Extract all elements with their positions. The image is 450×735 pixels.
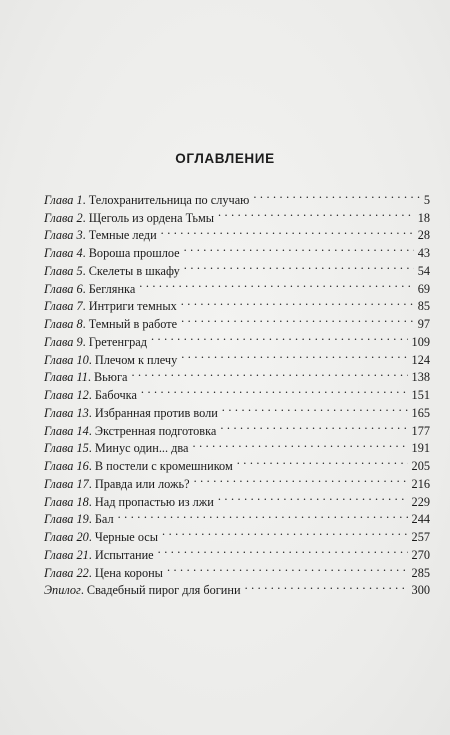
chapter-label-separator: . (88, 352, 92, 367)
page-number: 205 (411, 459, 430, 473)
page-number: 97 (417, 317, 430, 331)
dot-leader (141, 381, 408, 399)
page-number: 177 (411, 423, 430, 438)
chapter-title: Правда или ложь? (94, 476, 190, 491)
chapter-label-separator: . (88, 476, 92, 491)
chapter-title: Избранная против воли (94, 405, 218, 420)
chapter-label-separator: . (88, 512, 92, 527)
dot-leader (181, 293, 414, 311)
chapter-title: Темный в работе (88, 317, 178, 331)
chapter-title: Скелеты в шкафу (88, 263, 180, 278)
chapter-label-separator: . (88, 441, 92, 456)
dot-leader (237, 452, 408, 470)
dot-leader (222, 399, 408, 417)
chapter-label: Глава 17 (44, 476, 89, 491)
chapter-label: Глава 21 (44, 547, 89, 562)
dot-leader (162, 523, 408, 541)
page-number: 244 (411, 512, 430, 527)
chapter-title: Плечом к плечу (94, 352, 178, 367)
dot-leader (194, 470, 408, 488)
page-number: 124 (411, 352, 430, 367)
chapter-title: Свадебный пирог для богини (86, 583, 241, 598)
chapter-label: Глава 22 (44, 565, 89, 580)
chapter-label: Глава 2 (44, 210, 83, 225)
chapter-label: Глава 1 (44, 192, 83, 207)
chapter-label-separator: . (82, 246, 86, 260)
page-number: 216 (411, 476, 430, 491)
page-number: 43 (417, 246, 430, 260)
dot-leader (158, 541, 408, 559)
dot-leader (184, 257, 414, 275)
chapter-label: Глава 3 (44, 228, 83, 243)
chapter-title: Бал (94, 512, 114, 527)
chapter-label-separator: . (82, 299, 86, 314)
chapter-label-separator: . (88, 459, 92, 473)
chapter-label: Глава 8 (44, 317, 83, 331)
page-number: 5 (423, 192, 430, 207)
page-number: 54 (417, 263, 430, 278)
chapter-title: В постели с кромешником (94, 459, 233, 473)
chapter-label-separator: . (82, 192, 86, 207)
page-number: 191 (411, 441, 430, 456)
page-number: 109 (411, 334, 430, 349)
chapter-title: Черные осы (94, 530, 159, 544)
chapter-label-separator: . (88, 388, 92, 402)
chapter-label: Глава 13 (44, 405, 89, 420)
dot-leader (131, 364, 407, 382)
dot-leader (161, 222, 414, 240)
dot-leader (193, 435, 408, 453)
chapter-label-separator: . (88, 494, 92, 509)
dot-leader (184, 239, 414, 257)
chapter-label: Глава 20 (44, 530, 89, 544)
chapter-title: Интриги темных (88, 299, 177, 314)
chapter-label: Эпилог (44, 583, 81, 598)
dot-leader (181, 346, 407, 364)
chapter-label-separator: . (82, 281, 86, 296)
dot-leader (220, 417, 407, 435)
dot-leader (151, 328, 408, 346)
chapter-title: Щеголь из ордена Тьмы (88, 210, 214, 225)
chapter-label-separator: . (88, 405, 92, 420)
page-number: 151 (411, 388, 430, 402)
chapter-label: Глава 6 (44, 281, 83, 296)
chapter-title: Цена короны (94, 565, 163, 580)
dot-leader (118, 506, 408, 524)
dot-leader (181, 310, 414, 328)
chapter-label: Глава 4 (44, 246, 83, 260)
chapter-title: Телохранительница по случаю (88, 192, 250, 207)
chapter-title: Вороша прошлое (88, 246, 180, 260)
page-number: 300 (411, 583, 430, 598)
chapter-label: Глава 14 (44, 423, 89, 438)
dot-leader (167, 559, 408, 577)
page-number: 69 (417, 281, 430, 296)
page-number: 285 (411, 565, 430, 580)
chapter-title: Бабочка (94, 388, 137, 402)
chapter-label-separator: . (82, 334, 86, 349)
chapter-label: Глава 18 (44, 494, 89, 509)
page-number: 85 (417, 299, 430, 314)
chapter-label: Глава 10 (44, 352, 89, 367)
chapter-title: Минус один... два (94, 441, 189, 456)
chapter-label-separator: . (88, 530, 92, 544)
page-number: 138 (411, 370, 430, 385)
chapter-label-separator: . (88, 423, 92, 438)
chapter-label-separator: . (82, 228, 86, 243)
chapter-title: Вьюга (93, 370, 128, 385)
chapter-title: Беглянка (88, 281, 136, 296)
chapter-label: Глава 5 (44, 263, 83, 278)
chapter-label: Глава 7 (44, 299, 83, 314)
table-of-contents (44, 186, 430, 598)
chapter-label: Глава 11 (44, 370, 88, 385)
chapter-title: Экстренная подготовка (94, 423, 217, 438)
chapter-label-separator: . (80, 583, 84, 598)
dot-leader (218, 488, 408, 506)
chapter-label-separator: . (88, 565, 92, 580)
page-number: 257 (411, 530, 430, 544)
chapter-label: Глава 9 (44, 334, 83, 349)
chapter-label: Глава 19 (44, 512, 89, 527)
chapter-label: Глава 16 (44, 459, 89, 473)
chapter-title: Испытание (94, 547, 154, 562)
page-number: 270 (411, 547, 430, 562)
dot-leader (139, 275, 413, 293)
chapter-label: Глава 15 (44, 441, 89, 456)
page-number: 229 (411, 494, 430, 509)
chapter-label: Глава 12 (44, 388, 89, 402)
dot-leader (245, 577, 408, 595)
toc-title: ОГЛАВЛЕНИЕ (175, 151, 275, 166)
toc-entry (44, 186, 430, 207)
page-number: 28 (417, 228, 430, 243)
dot-leader (253, 186, 420, 204)
chapter-title: Над пропастью из лжи (94, 494, 214, 509)
dot-leader (218, 204, 414, 222)
chapter-label-separator: . (82, 263, 86, 278)
chapter-title: Темные леди (88, 228, 157, 243)
page-number: 18 (417, 210, 430, 225)
chapter-label-separator: . (88, 547, 92, 562)
page-number: 165 (411, 405, 430, 420)
chapter-label-separator: . (87, 370, 91, 385)
chapter-title: Гретенград (88, 334, 147, 349)
chapter-label-separator: . (82, 317, 86, 331)
chapter-label-separator: . (82, 210, 86, 225)
